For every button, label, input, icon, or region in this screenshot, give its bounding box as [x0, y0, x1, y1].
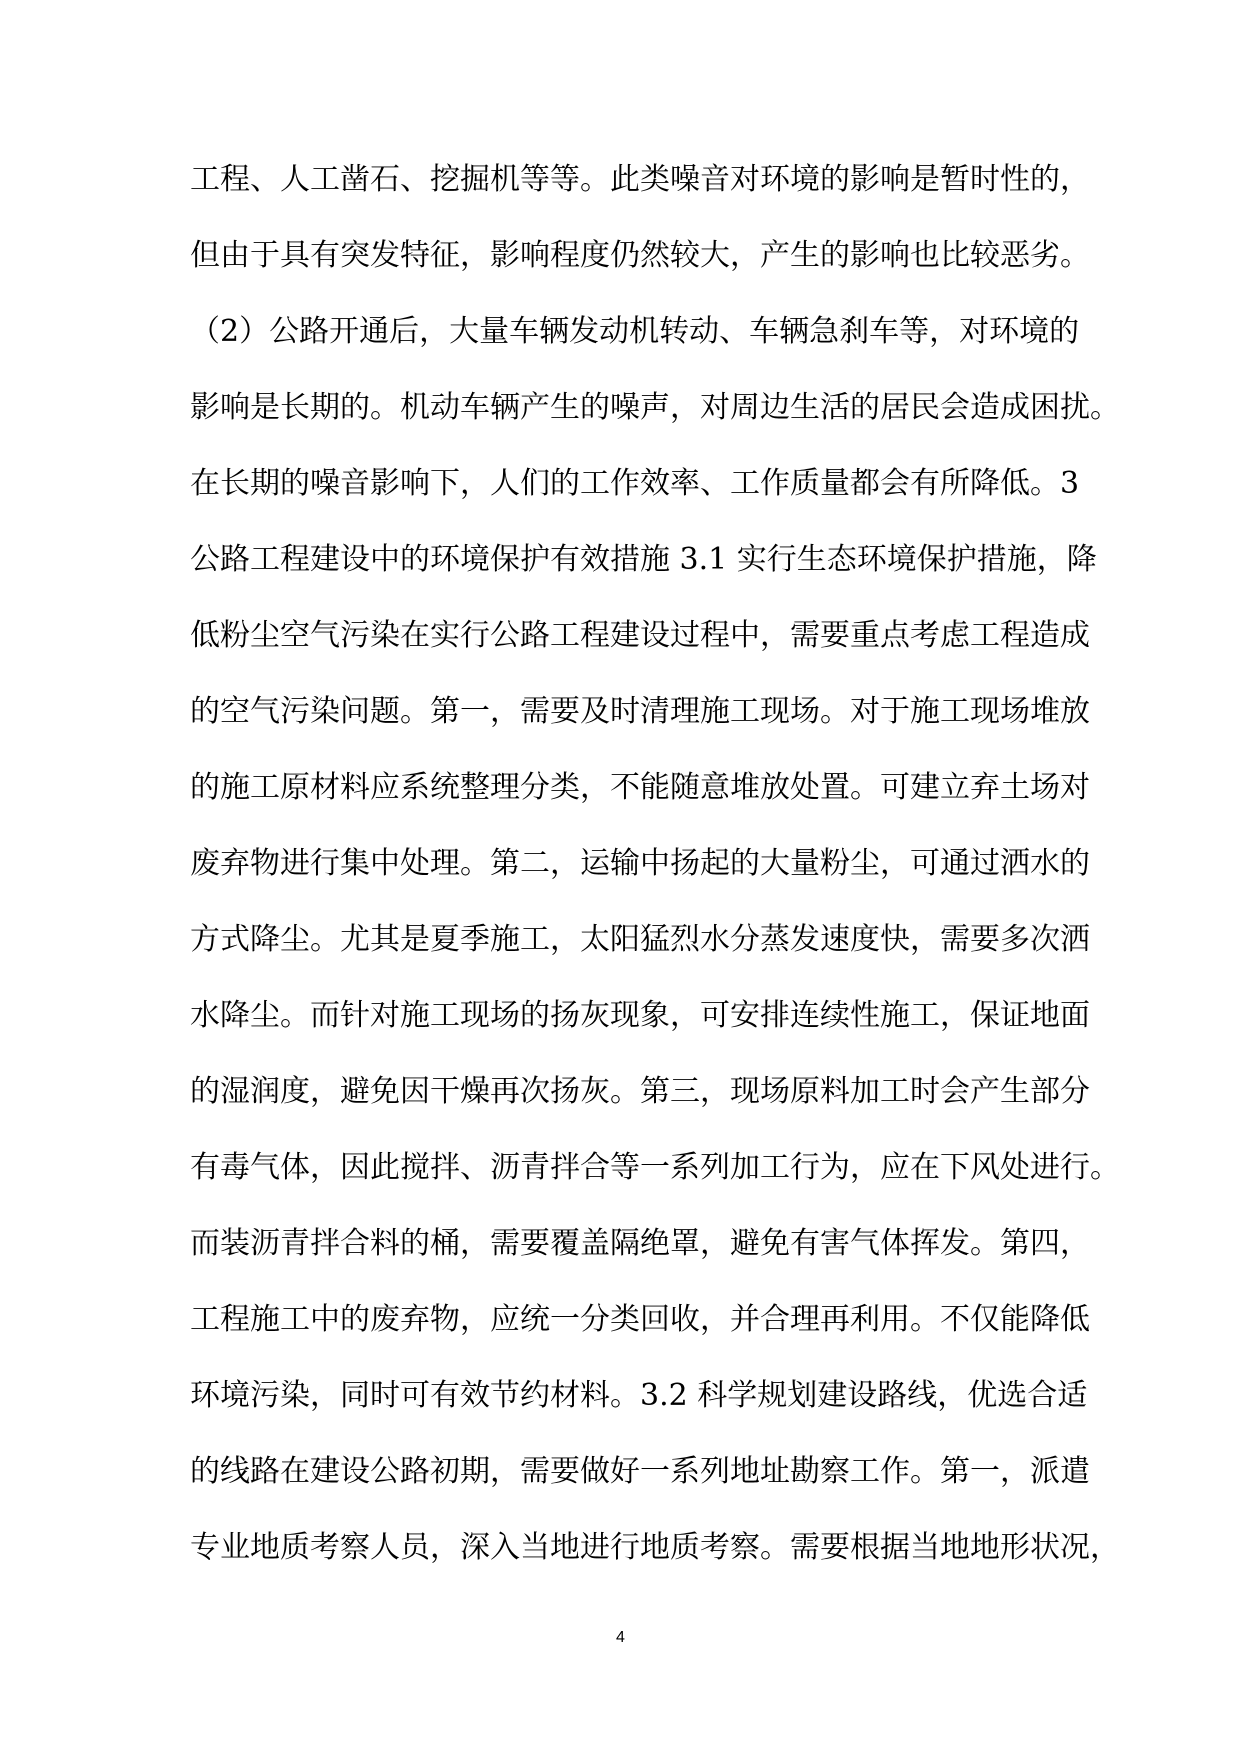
text-line: 水降尘。而针对施工现场的扬灰现象，可安排连续性施工，保证地面	[190, 998, 1090, 1033]
text-line: 的施工原材料应系统整理分类，不能随意堆放处置。可建立弃土场对	[190, 770, 1090, 805]
text-line: 而装沥青拌合料的桶，需要覆盖隔绝罩，避免有害气体挥发。第四，	[190, 1226, 1090, 1261]
text-line: 工程施工中的废弃物，应统一分类回收，并合理再利用。不仅能降低	[190, 1302, 1090, 1337]
text-line: 的线路在建设公路初期，需要做好一系列地址勘察工作。第一，派遣	[190, 1454, 1090, 1489]
text-line: 环境污染，同时可有效节约材料。3.2 科学规划建设路线，优选合适	[190, 1378, 1088, 1413]
text-line: 工程、人工凿石、挖掘机等等。此类噪音对环境的影响是暂时性的，	[190, 162, 1090, 197]
text-line: 专业地质考察人员，深入当地进行地质考察。需要根据当地地形状况，	[190, 1530, 1120, 1565]
text-line: 废弃物进行集中处理。第二，运输中扬起的大量粉尘，可通过洒水的	[190, 846, 1090, 881]
text-line: （2）公路开通后，大量车辆发动机转动、车辆急刹车等，对环境的	[190, 314, 1080, 349]
text-line: 的空气污染问题。第一，需要及时清理施工现场。对于施工现场堆放	[190, 694, 1090, 729]
text-line: 的湿润度，避免因干燥再次扬灰。第三，现场原料加工时会产生部分	[190, 1074, 1090, 1109]
text-line: 方式降尘。尤其是夏季施工，太阳猛烈水分蒸发速度快，需要多次洒	[190, 922, 1090, 957]
text-line: 公路工程建设中的环境保护有效措施 3.1 实行生态环境保护措施，降	[190, 542, 1097, 577]
text-line: 影响是长期的。机动车辆产生的噪声，对周边生活的居民会造成困扰。	[190, 390, 1120, 425]
text-line: 在长期的噪音影响下，人们的工作效率、工作质量都会有所降低。3	[190, 466, 1080, 501]
text-line: 低粉尘空气污染在实行公路工程建设过程中，需要重点考虑工程造成	[190, 618, 1090, 653]
page-number: 4	[616, 1629, 625, 1646]
text-line: 但由于具有突发特征，影响程度仍然较大，产生的影响也比较恶劣。	[190, 238, 1090, 273]
text-line: 有毒气体，因此搅拌、沥青拌合等一系列加工行为，应在下风处进行。	[190, 1150, 1120, 1185]
body-text	[190, 142, 1120, 1586]
